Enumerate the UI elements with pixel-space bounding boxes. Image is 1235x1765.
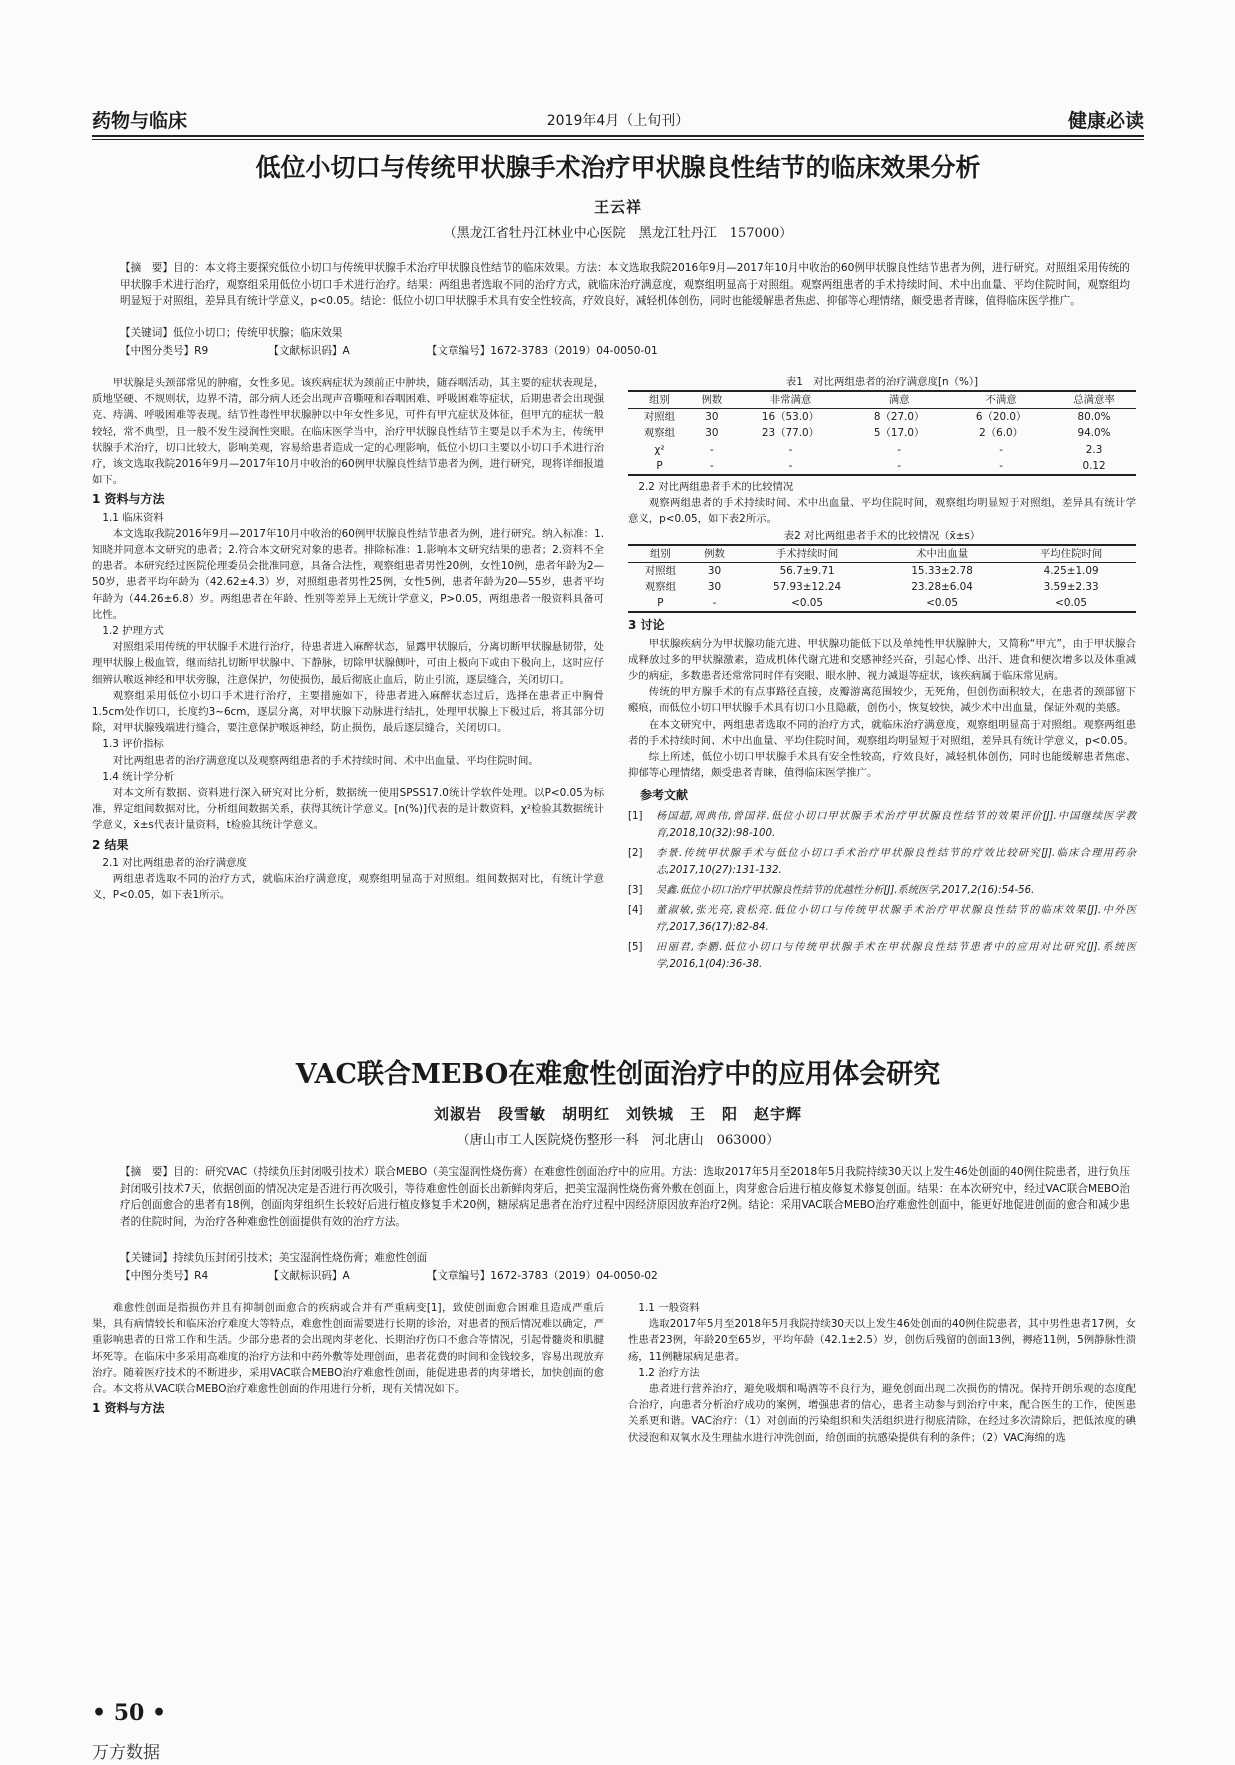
reference-item [628, 939, 1136, 974]
reference-number: [2] [628, 847, 643, 859]
discussion-paragraph: 综上所述，低位小切口甲状腺手术具有安全性较高，疗效良好，减轻机体创伤，同时也能缓解患者焦虑、抑郁等心理情绪，颇受患者青睐，值得临床医学推广。 [628, 751, 1136, 780]
reference-text: 董淑敏,张光亮,袁松亮.低位小切口与传统甲状腺手术治疗甲状腺良性结节的临床效果[J].中外医疗,2017,36(17):82-84. [656, 904, 1136, 934]
table1-header-cell: 总满意率 [1073, 394, 1115, 406]
table1-header-cell: 例数 [701, 394, 723, 406]
article2-authors: 刘淑岩 段雪敏 胡明红 刘铁城 王 阳 赵宇辉 [433, 1105, 802, 1123]
table2-cell: 对照组 [644, 564, 677, 577]
table2-row [628, 562, 1136, 579]
table1-row [628, 442, 1136, 458]
table1-cell: 16（53.0） [761, 411, 820, 424]
article2-paragraph: 选取2017年5月至2018年5月我院持续30天以上发生46处创面的40例住院患者，其中男性患者17例，女性患者23例，年龄20至65岁，平均年龄（42.1±2.5）岁，创伤后残留的创面13例，褥疮11例，5例静脉性溃疡，11例糖尿病足患者。 [628, 1318, 1136, 1363]
section-2-2-title: 2.2 对比两组患者手术的比较情况 [638, 481, 794, 494]
table2-cell: <0.05 [791, 597, 823, 610]
article1-paragraph: 观察组采用低位小切口手术进行治疗，主要措施如下，待患者进入麻醉状态过后，选择在患者正中胸骨1.5cm处作切口，长度约3~6cm，逐层分离，对甲状腺下动脉进行结扎，处理甲状腺上下极过后，将其部分切除，对甲状腺残端进行缝合，要注意保护喉返神经，防止损伤，最后逐层缝合，关闭切口。 [92, 689, 604, 735]
table2-cell: 4.25±1.09 [1043, 564, 1099, 577]
discussion-section-heading: 3 讨论 [628, 618, 665, 633]
article1-left-column [92, 375, 604, 904]
table1-cell: 对照组 [643, 411, 676, 424]
article2-subsection-heading: 1.1 一般资料 [638, 1302, 700, 1314]
table2-row [628, 579, 1136, 595]
reference-item [628, 902, 1136, 937]
article1-article-no: 【文章编号】1672-3783（2019）04-0050-01 [426, 345, 658, 357]
article2-abstract: 【摘 要】目的：研究VAC（持续负压封闭吸引技术）联合MEBO（美宝湿润性烧伤膏）在难愈性创面治疗中的应用。方法：选取2017年5月至2018年5月我院持续30天以上发生46处创面的40例住院患者，进行负压封闭吸引技术7天，依据创面的情况决定是否进行再次吸引，等待难愈性创面长出新鲜肉芽后，把美宝湿润性烧伤膏外敷在创面上，肉芽愈合后进行植皮修复术修复创面。结果：在本次研究中，经过VAC联合MEBO治疗后创面愈合的患者有18例，创面肉芽组织生长较好后进行植皮修复手术20例，糖尿病足患者在治疗过程中因经济原因放弃治疗2例。结论：采用VAC联合MEBO治疗难愈性创面中，能更好地促进创面的愈合和减少患者的住院时间，为治疗各种难愈性创面提供有效的治疗方法。 [120, 1166, 1130, 1228]
table2 [628, 544, 1136, 614]
article1-section-heading: 1 资料与方法 [92, 492, 165, 507]
article2-classification [120, 1268, 1130, 1284]
table1-cell: 6（20.0） [975, 411, 1027, 424]
discussion [628, 617, 1136, 781]
article1-right-column [628, 374, 1136, 976]
table1-header-cell: 不满意 [985, 394, 1017, 406]
issue-date: 2019年4月（上旬刊） [546, 113, 690, 129]
discussion-paragraph: 传统的甲方腺手术的有点事路径直接，皮瓣游离范围较少，无死角，但创伤面积较大，在患者的颈部留下瘢痕，而低位小切口甲状腺手术具有切口小且隐蔽，创伤小，恢复较快，减少术中出血量，保证外观的美感。 [628, 686, 1136, 715]
reference-number: [1] [628, 810, 643, 822]
article2-subsection-heading: 1.2 治疗方法 [638, 1366, 700, 1379]
header-rule-thin [92, 139, 1144, 140]
article1-doc-code: 【文献标识码】A [268, 345, 350, 357]
table2-cell: 57.93±12.24 [772, 581, 842, 594]
reference-number: [3] [628, 885, 643, 897]
table1-header-cell: 非常满意 [769, 394, 812, 406]
table1-cell: - [788, 443, 793, 456]
article1-subsection-heading: 1.1 临床资料 [102, 511, 164, 524]
page-number: • 50 • [92, 1700, 167, 1726]
table1-cell: 23（77.0） [761, 427, 820, 440]
table1-cell: 94.0% [1077, 427, 1111, 440]
table1-header-cell: 满意 [888, 394, 910, 406]
article2-clc: 【中图分类号】R4 [120, 1270, 209, 1282]
table1-cell: - [710, 459, 714, 472]
article2-title: VAC联合MEBO在难愈性创面治疗中的应用体会研究 [295, 1059, 941, 1090]
watermark: 万方数据 [92, 1743, 160, 1763]
table1-cell: 80.0% [1077, 411, 1111, 424]
table1-caption: 表1 对比两组患者的治疗满意度[n（%）] [785, 376, 979, 388]
article2-paragraph: 难愈性创面是指损伤并且有抑制创面愈合的疾病或合并有严重病变[1]，致使创面愈合困难且造成严重后果，具有病情较长和临床治疗难度大等特点，难愈性创面需要进行长期的诊治，对患者的预后情况难以确定，严重影响患者的日常工作和生活。少部分患者的会出现肉芽老化、长期治疗伤口不愈合等情况，引起骨髓炎和肌腱坏死等。在临床中多采用高难度的治疗方法和中药外敷等处理创面，患者花费的时间和金钱较多，容易出现放弃治疗。随着医疗技术的不断进步，采用VAC联合MEBO治疗难愈性创面，能促进患者的肉芽增长，加快创面的愈合。本文将从VAC联合MEBO治疗难愈性创面的作用进行分析，现有关情况如下。 [92, 1302, 604, 1396]
table2-cell: 30 [707, 564, 722, 577]
article1-abstract: 【摘 要】目的：本文将主要探究低位小切口与传统甲状腺手术治疗甲状腺良性结节的临床效果。方法：本文选取我院2016年9月—2017年10月中收治的60例甲状腺良性结节患者为例，进行研究。对照组采用传统的甲状腺手术进行治疗，观察组采用低位小切口手术进行治疗。结果：两组患者选取不同的治疗方式，就临床治疗满意度，观察组明显高于对照组。观察两组患者的手术持续时间、术中出血量、平均住院时间，观察组均明显短于对照组，差异具有统计学意义，p<0.05。结论：低位小切口甲状腺手术具有安全性较高，疗效良好，减轻机体创伤，同时也能缓解患者焦虑、抑郁等心理情绪，颇受患者青睐，值得临床医学推广。 [120, 262, 1130, 307]
article2-right-column [628, 1300, 1136, 1446]
article1-paragraph: 甲状腺是头颈部常见的肿瘤，女性多见。该疾病症状为颈前正中肿块，随吞咽活动，其主要的症状表现是，质地坚硬、不规则状，边界不清，部分病人还会出现声音嘶哑和吞咽困难、呼吸困难等症状，后期患者会出现强克、痔满、呼吸困难等表现。结节性毒性甲状腺肿以中年女性多见，可件有甲亢症状及体征，但甲亢的症状一般较轻，常不典型，且一般不发生浸润性突眼。在临床医学当中，治疗甲状腺良性结节主要是以手术为主，传统甲状腺手术治疗，切口比较大，影响美观，容易给患者造成一定的心理影响，低位小切口主要以小切口手术进行治疗，该文选取我院2016年9月—2017年10月中收治的60例甲状腺良性结节患者为例，进行研究，现将详细报道如下。 [92, 377, 604, 487]
reference-text: 李景.传统甲状腺手术与低位小切口手术治疗甲状腺良性结节的疗效比较研究[J].临床合理用药杂志,2017,10(27):131-132. [656, 847, 1136, 877]
article1-keywords: 【关键词】低位小切口；传统甲状腺；临床效果 [120, 327, 343, 339]
table1-cell: - [897, 443, 902, 456]
table2-cell: 23.28±6.04 [911, 581, 973, 594]
table1-header-cell: 组别 [649, 394, 670, 406]
table2-header-cell: 例数 [704, 547, 725, 560]
table1-cell: - [897, 459, 902, 472]
article2-article-no: 【文章编号】1672-3783（2019）04-0050-02 [426, 1270, 658, 1282]
table1-cell: 0.12 [1082, 459, 1106, 472]
table1-row [628, 425, 1136, 441]
journal-name: 健康必读 [1067, 110, 1144, 132]
article1-paragraph: 本文选取我院2016年9月—2017年10月中收治的60例甲状腺良性结节患者为例，进行研究。纳入标准：1.知晓并同意本文研究的患者；2.符合本文研究对象的患者。排除标准：1.影响本文研究结果的患者；2.资料不全的患者。本研究经过医院伦理委员会批准同意，具备合法性，观察组患者男性20例，女性10例，患者年龄为2—50岁，患者平均年龄为（42.62±4.3）岁，对照组患者男性25例，女性5例，患者年龄为20—55岁，患者平均年龄为（44.26±6.8）岁。两组患者在年龄、性别等差异上无统计学意义，P>0.05，两组患者一般资料具备可比性。 [92, 527, 604, 621]
article1-affiliation: （黑龙江省牡丹江林业中心医院 黑龙江牡丹江 157000） [443, 226, 793, 241]
table2-cell: 3.59±2.33 [1043, 581, 1099, 594]
table2-cell: 30 [707, 581, 722, 594]
article1-subsection-heading: 2.1 对比两组患者的治疗满意度 [102, 856, 247, 869]
reference-text: 杨国超,周典伟,曾国祥.低位小切口甲状腺手术治疗甲状腺良性结节的效果评价[J].中国继续医学教育,2018,10(32):98-100. [656, 810, 1136, 840]
references-heading: 参考文献 [640, 788, 689, 803]
table1-cell: - [710, 443, 714, 456]
table1-cell: χ² [654, 443, 665, 456]
table2-header-cell: 手术持续时间 [775, 547, 839, 560]
table1-cell: 2（6.0） [979, 427, 1024, 440]
discussion-paragraph: 在本文研究中，两组患者选取不同的治疗方式，就临床治疗满意度，观察组明显高于对照组。观察两组患者的手术持续时间、术中出血量、平均住院时间，观察组均明显短于对照组，差异具有统计学意义，p<0.05。 [628, 718, 1136, 747]
table1-row [628, 458, 1136, 475]
table1 [628, 390, 1136, 476]
article1-clc: 【中图分类号】R9 [120, 345, 209, 357]
reference-number: [5] [628, 941, 643, 953]
article1-subsection-heading: 1.4 统计学分析 [102, 770, 175, 783]
reference-text: 吴鑫.低位小切口治疗甲状腺良性结节的优越性分析[J].系统医学,2017,2(16):54-56. [656, 885, 1035, 897]
article1-classification [120, 343, 1130, 359]
reference-item [628, 808, 1136, 843]
header-rule [92, 135, 1144, 137]
article1-section-heading: 2 结果 [92, 837, 129, 852]
table2-row [628, 595, 1136, 612]
table2-cell: 15.33±2.78 [911, 564, 973, 577]
article1-subsection-heading: 1.3 评价指标 [102, 738, 164, 751]
table2-cell: <0.05 [926, 597, 959, 610]
article2-affiliation: （唐山市工人医院烧伤整形一科 河北唐山 063000） [456, 1133, 780, 1148]
table1-cell: 观察组 [643, 427, 676, 440]
table1-cell: 8（27.0） [873, 411, 925, 424]
table2-header-cell: 平均住院时间 [1039, 547, 1103, 560]
discussion-paragraph: 甲状腺疾病分为甲状腺功能亢进、甲状腺功能低下以及单纯性甲状腺肿大，又简称“甲亢”，由于甲状腺合成释放过多的甲状腺激素，造成机体代谢亢进和交感神经兴奋，引起心悸、出汗、进食和便次增多以及体重减少的病症，多数患者还常常同时伴有突眼、眼水肿、视力减退等症状，该疾病属于临床常见病。 [628, 637, 1136, 683]
table1-cell: 30 [705, 427, 719, 440]
article2-section-heading: 1 资料与方法 [92, 1401, 165, 1416]
table2-caption: 表2 对比两组患者手术的比较情况（x̄±s） [783, 529, 981, 542]
references-list [628, 808, 1136, 974]
table1-cell: 5（17.0） [873, 427, 925, 440]
reference-item [628, 882, 1136, 900]
table2-cell: <0.05 [1055, 597, 1088, 610]
table1-cell: - [999, 459, 1003, 472]
article1-paragraph: 对照组采用传统的甲状腺手术进行治疗，待患者进入麻醉状态，显露甲状腺后，分离切断甲状腺悬韧带，处理甲状腺上极血管，继而结扎切断甲状腺中、下静脉，切除甲状腺侧叶，可由上极向下或由下极向上，这时应仔细辨认喉返神经和甲状旁腺，注意保护，勿使损伤，最后彻底止血后，防止引流，逐层缝合，关闭切口。 [92, 641, 604, 686]
article2-paragraph: 患者进行营养治疗，避免吸烟和喝酒等不良行为，避免创面出现二次损伤的情况。保持开朗乐观的态度配合治疗，向患者分析治疗成功的案例，增强患者的信心，患者主动参与到治疗中来，配合医生的工作，使医患关系更和谐。VAC治疗：（1）对创面的污染组织和失活组织进行彻底清除，在经过多次清除后，把低浓度的碘伏浸泡和双氧水及生理盐水进行冲洗创面，给创面的抗感染提供有利的条件；（2）VAC海绵的选 [628, 1383, 1136, 1444]
article1-paragraph: 对本文所有数据、资料进行深入研究对比分析，数据统一使用SPSS17.0统计学软件处理。以P<0.05为标准，界定组间数据对比，分析组间数据关系，获得其统计学意义。[n(%)]代表的是计数资料，χ²检验其数据统计学意义，x̄±s代表计量资料，t检验其统计学意义。 [92, 787, 604, 832]
table2-cell: 56.7±9.71 [779, 564, 835, 577]
table2-cell: P [657, 597, 664, 610]
reference-text: 田丽君,李鹏.低位小切口与传统甲状腺手术在甲状腺良性结节患者中的应用对比研究[J].系统医学,2016,1(04):36-38. [656, 941, 1136, 971]
table2-header-cell: 术中出血量 [916, 547, 969, 560]
table1-cell: - [999, 443, 1003, 456]
table2-cell: 观察组 [644, 581, 677, 594]
table2-cell: - [712, 597, 717, 610]
table1-cell: - [788, 459, 793, 472]
table2-header-cell: 组别 [650, 547, 671, 560]
article2-doc-code: 【文献标识码】A [268, 1270, 350, 1282]
article1-paragraph: 两组患者选取不同的治疗方式，就临床治疗满意度，观察组明显高于对照组。组间数据对比，有统计学意义，P<0.05，如下表1所示。 [92, 873, 604, 902]
table1-cell: 30 [705, 411, 719, 424]
table1-cell: P [656, 459, 663, 472]
article1-title: 低位小切口与传统甲状腺手术治疗甲状腺良性结节的临床效果分析 [255, 153, 981, 182]
journal-section: 药物与临床 [92, 110, 188, 132]
article1-author: 王云祥 [593, 198, 642, 216]
reference-number: [4] [628, 904, 643, 916]
reference-item [628, 845, 1136, 880]
article1-paragraph: 对比两组患者的治疗满意度以及观察两组患者的手术持续时间、术中出血量、平均住院时间。 [112, 754, 539, 767]
table1-cell: 2.3 [1085, 443, 1103, 456]
table1-row [628, 409, 1136, 426]
article2-keywords: 【关键词】持续负压封闭引技术；美宝湿润性烧伤膏；难愈性创面 [120, 1252, 428, 1264]
article1-subsection-heading: 1.2 护理方式 [102, 625, 164, 638]
section-2-2-text: 观察两组患者的手术持续时间、术中出血量、平均住院时间，观察组均明显短于对照组，差异具有统计学意义，p<0.05，如下表2所示。 [628, 497, 1136, 526]
article2-left-column [92, 1300, 604, 1418]
